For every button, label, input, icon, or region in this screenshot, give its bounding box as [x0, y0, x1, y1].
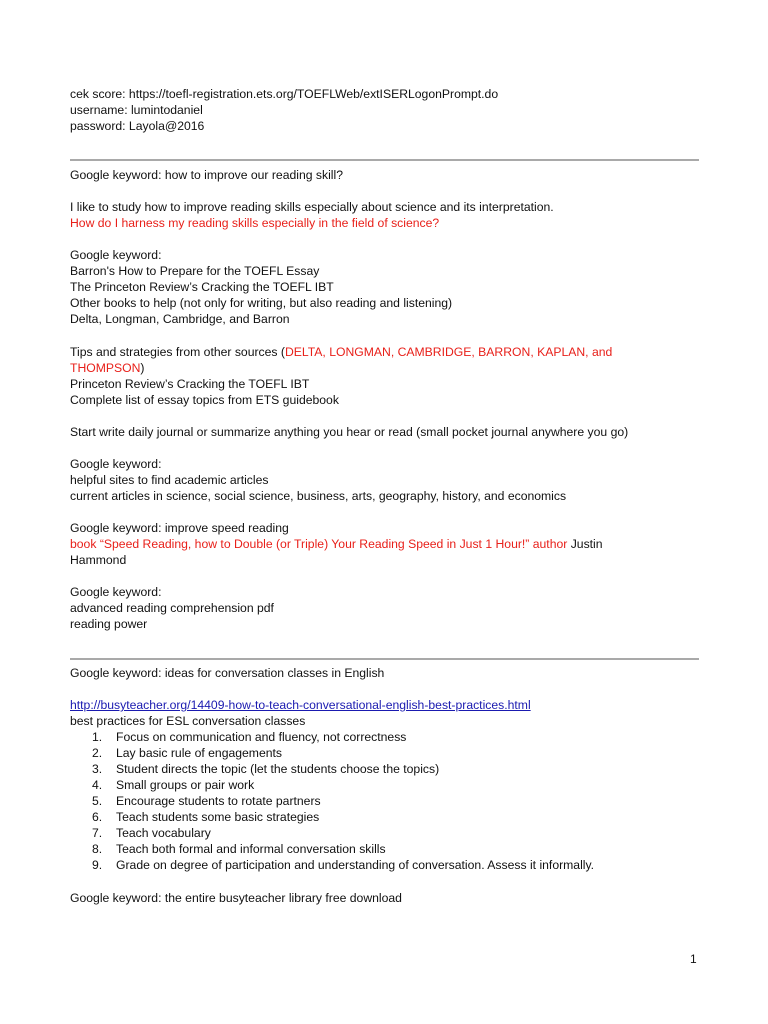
keyword-label-comprehension: Google keyword:	[70, 585, 162, 599]
tips-sources-red: DELTA, LONGMAN, CAMBRIDGE, BARRON, KAPLAN, and	[284, 345, 613, 359]
book-line	[70, 536, 603, 552]
list-number: 6.	[92, 810, 103, 824]
password-line: password: Layola@2016	[70, 119, 205, 133]
book-prefix: book	[70, 537, 100, 551]
list-number: 4.	[92, 778, 103, 792]
list-text: Student directs the topic (let the students choose the topics)	[116, 762, 440, 776]
tips-line	[70, 344, 612, 360]
list-item	[92, 777, 254, 793]
list-text: Encourage students to rotate partners	[116, 794, 321, 808]
list-item	[92, 809, 319, 825]
divider-1	[70, 159, 699, 161]
best-practices-heading: best practices for ESL conversation classes	[70, 714, 306, 728]
other-books-line: Other books to help (not only for writing, but also reading and listening)	[70, 296, 453, 310]
list-text: Lay basic rule of engagements	[116, 746, 282, 760]
list-text: Small groups or pair work	[116, 778, 255, 792]
list-number: 7.	[92, 826, 103, 840]
list-number: 9.	[92, 858, 103, 872]
list-text: Focus on communication and fluency, not correctness	[116, 730, 407, 744]
score-url-line: cek score: https://toefl-registration.ets.org/TOEFLWeb/extISERLogonPrompt.do	[70, 87, 499, 101]
current-articles-line: current articles in science, social science, business, arts, geography, history, and economics	[70, 489, 567, 503]
page-number: 1	[690, 952, 697, 966]
author-name-line-2: Hammond	[70, 553, 127, 567]
tips-sources-red-2: THOMPSON	[70, 361, 141, 375]
tips-line-2	[70, 360, 144, 376]
list-text: Teach both formal and informal conversation skills	[116, 842, 386, 856]
book-title: “Speed Reading, how to Double (or Triple) Your Reading Speed in Just 1 Hour!”	[99, 537, 530, 551]
list-text: Teach vocabulary	[116, 826, 211, 840]
list-number: 5.	[92, 794, 103, 808]
author-name: Justin	[570, 537, 603, 551]
helpful-sites-line: helpful sites to find academic articles	[70, 473, 269, 487]
list-item	[92, 761, 439, 777]
advanced-reading-line: advanced reading comprehension pdf	[70, 601, 274, 615]
list-number: 1.	[92, 730, 103, 744]
username-line: username: lumintodaniel	[70, 103, 203, 117]
keyword-label-books: Google keyword:	[70, 248, 162, 262]
list-number: 3.	[92, 762, 103, 776]
list-item	[92, 841, 386, 857]
busyteacher-link[interactable]: http://busyteacher.org/14409-how-to-teach-conversational-english-best-practices.html	[70, 698, 531, 712]
list-item	[92, 825, 211, 841]
keyword-conversation: Google keyword: ideas for conversation classes in English	[70, 666, 385, 680]
keyword-reading-skill: Google keyword: how to improve our reading skill?	[70, 168, 343, 182]
princeton-book-2: Princeton Review’s Cracking the TOEFL IBT	[70, 377, 310, 391]
journal-line: Start write daily journal or summarize anything you hear or read (small pocket journal anywhere you go)	[70, 425, 629, 439]
list-item	[92, 857, 594, 873]
tips-suffix: )	[140, 361, 145, 375]
science-question-line: How do I harness my reading skills especially in the field of science?	[70, 216, 440, 230]
list-number: 2.	[92, 746, 103, 760]
author-word: author	[529, 537, 571, 551]
keyword-library: Google keyword: the entire busyteacher library free download	[70, 891, 402, 905]
reading-power-line: reading power	[70, 617, 148, 631]
list-item	[92, 793, 321, 809]
list-item	[92, 729, 406, 745]
tips-prefix: Tips and strategies from other sources (	[70, 345, 285, 359]
list-number: 8.	[92, 842, 103, 856]
princeton-book: The Princeton Review’s Cracking the TOEFL IBT	[70, 280, 334, 294]
divider-2	[70, 658, 699, 660]
publishers-line: Delta, Longman, Cambridge, and Barron	[70, 312, 290, 326]
keyword-speed-reading: Google keyword: improve speed reading	[70, 521, 289, 535]
essay-topics-line: Complete list of essay topics from ETS guidebook	[70, 393, 339, 407]
study-interest-line: I like to study how to improve reading skills especially about science and its interpretation.	[70, 200, 554, 214]
list-text: Teach students some basic strategies	[116, 810, 320, 824]
barrons-book: Barron's How to Prepare for the TOEFL Essay	[70, 264, 320, 278]
keyword-label-articles: Google keyword:	[70, 457, 162, 471]
list-item	[92, 745, 282, 761]
list-text: Grade on degree of participation and understanding of conversation. Assess it informally.	[116, 858, 595, 872]
